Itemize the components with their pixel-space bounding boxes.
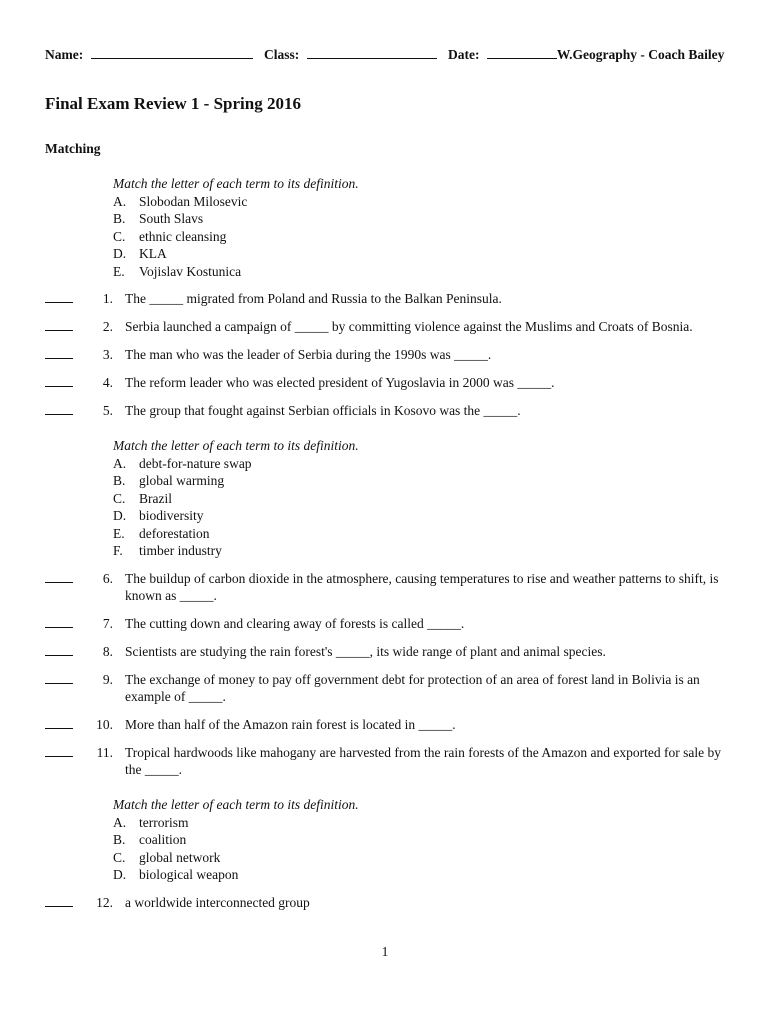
option-letter: A. (113, 193, 127, 209)
page-title: Final Exam Review 1 - Spring 2016 (45, 94, 301, 113)
option-letter: A. (113, 455, 127, 471)
question-text: The exchange of money to pay off government debt for protection of an area of forest land in Bolivia is an example of _____. (125, 672, 700, 704)
class-label: Class: (263, 47, 300, 62)
question-number: 1. (102, 291, 113, 306)
question-text: More than half of the Amazon rain forest is located in _____. (125, 717, 456, 732)
question-number: 7. (102, 616, 113, 631)
option-item (113, 490, 359, 508)
term-group-3 (113, 796, 359, 884)
term-group-2 (113, 437, 359, 560)
option-text: global network (139, 849, 221, 865)
option-item (113, 245, 359, 263)
question-text: a worldwide interconnected group (125, 895, 310, 910)
answer-blank[interactable] (45, 318, 73, 331)
option-item (113, 228, 359, 246)
option-letter: B. (113, 832, 126, 847)
date-label: Date: (448, 47, 480, 62)
option-letter: C. (113, 849, 126, 865)
option-text: debt-for-nature swap (139, 455, 252, 471)
option-letter: B. (113, 473, 126, 488)
question-number: 8. (102, 644, 113, 659)
group-instruction: Match the letter of each term to its definition. (113, 438, 359, 453)
question-text: The buildup of carbon dioxide in the atmosphere, causing temperatures to rise and weather patterns to shift, is known as _____. (125, 571, 719, 603)
term-group-1 (113, 175, 359, 280)
option-letter: B. (113, 211, 126, 226)
question-number: 2. (102, 319, 113, 334)
question-text: Scientists are studying the rain forest's _____, its wide range of plant and animal species. (125, 644, 606, 659)
option-letter: A. (113, 814, 127, 830)
answer-blank[interactable] (45, 615, 73, 628)
answer-blank[interactable] (45, 643, 73, 656)
question-number: 5. (102, 403, 113, 418)
option-letter: F. (113, 543, 123, 558)
option-text: timber industry (139, 543, 222, 558)
header-line (45, 46, 725, 63)
question-text: The reform leader who was elected president of Yugoslavia in 2000 was _____. (125, 375, 555, 390)
option-text: biological weapon (139, 867, 239, 882)
question-number: 10. (96, 717, 113, 732)
answer-blank[interactable] (45, 290, 73, 303)
option-text: terrorism (139, 814, 189, 830)
option-letter: E. (113, 263, 125, 279)
question-row (45, 744, 725, 778)
option-text: coalition (139, 832, 187, 847)
option-item (113, 455, 359, 473)
question-text: Serbia launched a campaign of _____ by committing violence against the Muslims and Croats of Bosnia. (125, 319, 693, 334)
question-text: The _____ migrated from Poland and Russia to the Balkan Peninsula. (125, 291, 502, 306)
question-number: 11. (96, 745, 113, 760)
option-item (113, 866, 359, 884)
page-number: 1 (381, 944, 389, 959)
option-item (113, 525, 359, 543)
question-row (45, 346, 725, 363)
option-item (113, 831, 359, 849)
option-item (113, 193, 359, 211)
question-row (45, 671, 725, 705)
question-text: The man who was the leader of Serbia during the 1990s was _____. (125, 347, 492, 362)
question-text: The group that fought against Serbian officials in Kosovo was the _____. (125, 403, 521, 418)
question-number: 9. (102, 672, 113, 687)
option-item (113, 814, 359, 832)
answer-blank[interactable] (45, 671, 73, 684)
answer-blank[interactable] (45, 374, 73, 387)
question-row (45, 716, 725, 733)
name-field[interactable] (91, 46, 253, 59)
question-row (45, 402, 725, 419)
answer-blank[interactable] (45, 402, 73, 415)
option-letter: C. (113, 490, 126, 506)
date-field[interactable] (487, 46, 557, 59)
question-row (45, 318, 725, 335)
option-text: deforestation (139, 525, 210, 541)
option-item (113, 507, 359, 525)
option-letter: D. (113, 508, 127, 523)
question-row (45, 290, 725, 307)
question-number: 3. (102, 347, 113, 362)
class-field[interactable] (307, 46, 437, 59)
name-label: Name: (45, 47, 84, 62)
question-row (45, 570, 725, 604)
question-number: 6. (102, 571, 113, 586)
option-text: ethnic cleansing (139, 228, 227, 244)
answer-blank[interactable] (45, 570, 73, 583)
option-text: biodiversity (139, 508, 204, 523)
option-text: Slobodan Milosevic (139, 193, 248, 209)
question-row (45, 615, 725, 632)
option-letter: E. (113, 525, 125, 541)
answer-blank[interactable] (45, 894, 73, 907)
option-item (113, 210, 359, 228)
question-row (45, 374, 725, 391)
option-text: global warming (139, 473, 225, 488)
option-letter: C. (113, 228, 126, 244)
option-text: South Slavs (139, 211, 204, 226)
course-label: W.Geography - Coach Bailey (556, 47, 725, 62)
answer-blank[interactable] (45, 346, 73, 359)
question-row (45, 643, 725, 660)
answer-blank[interactable] (45, 716, 73, 729)
option-item (113, 849, 359, 867)
question-number: 4. (102, 375, 113, 390)
option-letter: D. (113, 246, 127, 261)
option-text: KLA (139, 246, 167, 261)
option-text: Brazil (139, 490, 172, 506)
question-row (45, 894, 725, 911)
option-item (113, 472, 359, 490)
option-item (113, 542, 359, 560)
section-title: Matching (45, 141, 101, 156)
question-number: 12. (96, 895, 113, 910)
question-text: Tropical hardwoods like mahogany are harvested from the rain forests of the Amazon and exported for sale by the _____. (125, 745, 721, 777)
group-instruction: Match the letter of each term to its definition. (113, 797, 359, 812)
question-text: The cutting down and clearing away of forests is called _____. (125, 616, 465, 631)
option-item (113, 263, 359, 281)
option-text: Vojislav Kostunica (139, 263, 242, 279)
option-letter: D. (113, 867, 127, 882)
answer-blank[interactable] (45, 744, 73, 757)
group-instruction: Match the letter of each term to its definition. (113, 176, 359, 191)
